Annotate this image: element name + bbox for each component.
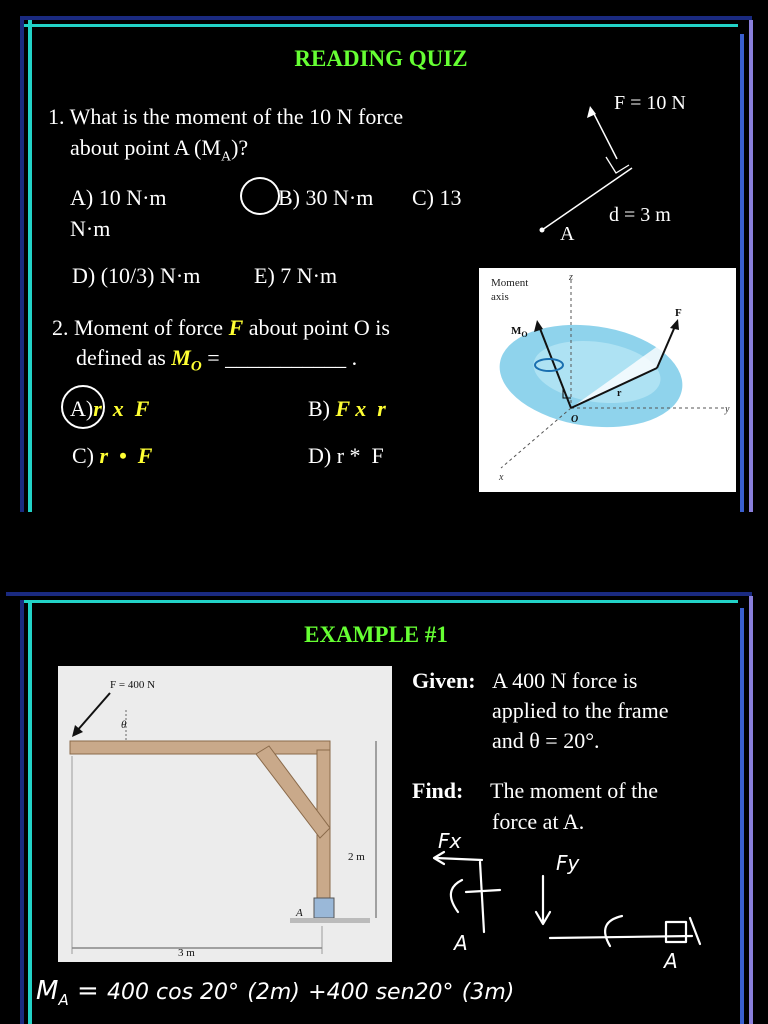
right-angle-marker (606, 157, 629, 173)
height-label: 2 m (348, 851, 365, 863)
hand-fy: Fy (556, 851, 580, 875)
handwritten-equation: $M_A = 400$ cos 20° (2m) +400 sen20° (3m) (36, 976, 515, 1010)
q2-b-label: B) (308, 396, 336, 421)
hand-fx: Fx (438, 829, 462, 853)
eq-lhs-sub: A (58, 991, 69, 1010)
q2-a-label: A) (70, 396, 94, 421)
eq-term-2b: (3m) (461, 980, 515, 1005)
right-bar-blue (740, 608, 744, 1024)
r-label: r (617, 388, 622, 399)
given-line-1: A 400 N force is (492, 668, 638, 693)
eq-lhs: M (36, 976, 59, 1006)
q1-text-end: )? (231, 135, 249, 160)
force-lever-diagram (520, 80, 740, 260)
given-label: Given: (412, 668, 476, 693)
hand-vert (480, 862, 484, 932)
eq-term-1b: (2m) (247, 980, 300, 1005)
slide-example-1 (0, 512, 768, 1024)
right-bar-blue (740, 34, 744, 512)
hand-a1: A (454, 931, 468, 955)
q1-option-c-unit: N·m (70, 216, 111, 241)
force-arrow (592, 110, 617, 159)
q2-defined: defined as (76, 345, 172, 370)
moment-axis-label-2: axis (491, 291, 509, 303)
point-a-label: A (296, 907, 303, 919)
right-bar-lavender (749, 20, 753, 512)
example-title: EXAMPLE #1 (304, 622, 448, 647)
point-a-label: A (560, 223, 575, 245)
left-bar-cyan (28, 20, 32, 512)
left-bar-navy (20, 600, 24, 1024)
beam (70, 741, 330, 754)
q2-text-end: about point O is (243, 315, 390, 340)
q2-var-m: M (171, 345, 191, 370)
x-label: x (499, 472, 504, 483)
q2-option-a[interactable] (70, 394, 149, 424)
hand-horiz (466, 890, 500, 892)
slide-title: READING QUIZ (294, 46, 468, 71)
top-line-navy (6, 592, 752, 596)
q2-c-label: C) (72, 443, 100, 468)
theta-label: θ (121, 719, 127, 731)
hand-moment (451, 880, 462, 912)
q1-text: about point A (M (70, 135, 221, 160)
q1-option-b[interactable]: B) 30 N·m (278, 185, 374, 210)
handwritten-fbd (400, 822, 740, 972)
point-a-dot (540, 228, 545, 233)
hand-beam (550, 936, 692, 938)
hand-fx-arrow (436, 858, 482, 860)
frame-svg (58, 666, 392, 962)
top-line-cyan (24, 24, 738, 27)
moment-axis-figure (479, 268, 736, 492)
y-label: y (725, 404, 730, 415)
f-label: F (675, 307, 682, 319)
x-axis (501, 408, 571, 468)
support-base (314, 898, 334, 918)
left-bar-cyan (28, 600, 32, 1024)
given-line-2: applied to the frame (492, 698, 669, 723)
answer-circle-b (240, 177, 280, 215)
question-2-line-2 (76, 343, 357, 381)
right-bar-lavender (749, 596, 753, 1024)
q2-blank: = ___________ . (201, 345, 358, 370)
q2-option-d[interactable]: D) r * F (308, 443, 384, 468)
question-1-line-2 (70, 133, 248, 172)
q2-text: 2. Moment of force (52, 315, 229, 340)
q1-option-a[interactable]: A) 10 N·m (70, 185, 167, 210)
q1-option-c[interactable]: C) 13 (412, 185, 462, 210)
top-line-navy (24, 16, 752, 20)
q2-c-value: r • F (99, 443, 153, 468)
top-line-cyan (20, 600, 738, 603)
q2-b-value: F x r (335, 396, 386, 421)
width-label: 3 m (178, 947, 195, 959)
hand-a2: A (664, 949, 678, 972)
q2-var-m-sub: O (190, 358, 202, 375)
moment-axis-svg (479, 268, 736, 492)
q2-var-f: F (228, 315, 244, 340)
q2-option-b[interactable] (308, 394, 386, 424)
o-label: O (571, 414, 579, 425)
force-label: F = 10 N (614, 92, 686, 114)
find-line-1: The moment of the (490, 778, 659, 803)
force-400-label: F = 400 N (110, 679, 156, 691)
q1-option-e[interactable]: E) 7 N·m (254, 263, 338, 288)
hand-hatch (690, 918, 700, 944)
eq-term-1: 400 cos 20° (107, 980, 240, 1005)
q2-option-c[interactable] (72, 441, 152, 471)
hand-support (666, 922, 686, 942)
left-bar-navy (20, 16, 24, 512)
q2-a-value: r x F (93, 396, 150, 421)
q1-sub: A (220, 149, 232, 165)
given-line-3: and θ = 20°. (492, 728, 600, 753)
eq-term-2: +400 sen20° (308, 980, 454, 1005)
hand-moment-2 (605, 916, 622, 946)
question-2-line-1 (52, 313, 390, 343)
frame-figure (58, 666, 392, 962)
force-arrow-400 (76, 693, 110, 732)
z-label: z (569, 272, 573, 283)
mo-label: $M_O$ (511, 325, 528, 339)
distance-label: d = 3 m (609, 204, 671, 226)
find-label: Find: (412, 778, 464, 803)
find-line-2: force at A. (492, 809, 585, 834)
q1-option-d[interactable]: D) (10/3) N·m (72, 263, 201, 288)
force-vector-head (670, 319, 679, 330)
moment-axis-label: Moment (491, 277, 529, 289)
question-1-line-1: 1. What is the moment of the 10 N force (48, 104, 404, 129)
